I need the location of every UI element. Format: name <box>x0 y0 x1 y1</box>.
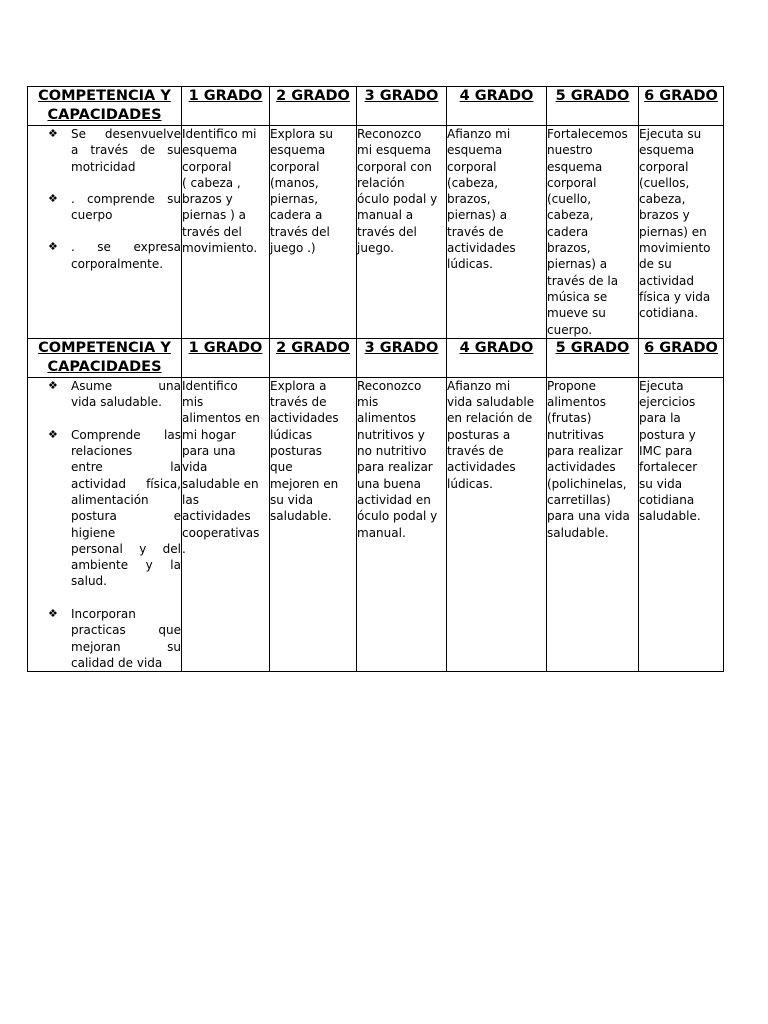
grade-header-label: 4 GRADO <box>459 88 534 104</box>
grade-text-line: piernas) a <box>547 257 608 272</box>
capacidad-line: postura e <box>71 509 181 524</box>
grade-header-label: 1 GRADO <box>188 339 263 356</box>
grade-text-line: Afianzo mi <box>447 127 511 141</box>
capacidad-line: practicas que <box>71 623 181 638</box>
grade-text-line: física y vida <box>639 289 711 304</box>
grade-header-label: 3 GRADO <box>364 339 439 356</box>
grade-text-line: de su <box>639 257 672 272</box>
grade-text-line: actividades <box>447 460 516 475</box>
grade-text-line: saludable en <box>182 476 259 491</box>
grade-header-label: 5 GRADO <box>555 339 630 356</box>
spacer <box>28 410 181 426</box>
grade-text-line: corporal con <box>357 159 432 174</box>
capacidad-line: . comprende su <box>71 191 181 206</box>
grade-text-line: para realizar <box>357 460 433 475</box>
grade-6-cell <box>639 126 724 339</box>
grade-text-line: lúdicas. <box>447 257 493 272</box>
grade-text-line: alimentos en <box>182 411 260 426</box>
grade-text-line: piernas) a <box>447 208 508 223</box>
grade-text-line: actividades <box>270 411 339 426</box>
competencias-table <box>27 86 724 672</box>
grade-text-line: través de <box>447 444 504 459</box>
grade-text-line: esquema <box>447 143 503 158</box>
capacidad-line: ambiente y la <box>71 558 181 573</box>
grade-text-line: través del <box>357 224 417 239</box>
grade-header-label: 6 GRADO <box>644 339 718 356</box>
grade-text-line: esquema <box>270 143 326 158</box>
grade-text-line: Identifico mi <box>182 127 257 141</box>
grade-text-line: Propone <box>547 378 596 393</box>
capacidad-item <box>28 606 181 671</box>
capacidad-item <box>28 378 181 411</box>
spacer <box>28 223 181 239</box>
grade-header-label: 2 GRADO <box>276 88 350 104</box>
grade-header-6 <box>639 338 724 377</box>
grade-text-line: para una <box>182 444 236 459</box>
grade-text-line: para una vida <box>547 509 630 524</box>
grade-text-line: mi esquema <box>357 143 432 158</box>
capacidades-cell <box>28 126 182 339</box>
grade-text-line: alimentos <box>357 411 416 426</box>
capacidad-item <box>28 427 181 590</box>
grade-text-line: Reconozco <box>357 378 422 393</box>
grade-text-line: no nutritivo <box>357 444 427 459</box>
grade-text-line: piernas ) a <box>182 208 246 223</box>
grade-text-line: IMC para <box>639 444 693 459</box>
grade-3-cell <box>357 377 447 671</box>
grade-text-line: cadera <box>547 224 589 239</box>
grade-text-line: saludable. <box>547 525 609 540</box>
capacidad-line: personal y del <box>71 541 181 556</box>
grade-text-line: saludable. <box>639 509 701 524</box>
capacidad-line: Se desenvuelve <box>71 127 181 141</box>
grade-text-line: actividad <box>639 273 695 288</box>
grade-2-cell <box>270 377 357 671</box>
grade-header-5 <box>547 338 639 377</box>
grade-header-label: 1 GRADO <box>188 88 263 104</box>
grade-text-line: esquema <box>639 143 695 158</box>
grade-1-cell <box>182 377 270 671</box>
grade-text-line: vida <box>182 460 208 475</box>
grade-text-line: nutritivas <box>547 427 604 442</box>
grade-text-line: actividades <box>447 241 516 256</box>
grade-text-line: alimentos <box>547 395 606 410</box>
capacidad-line: Incorporan <box>71 607 136 622</box>
grade-text-line: (cabeza, <box>447 175 499 190</box>
grade-text-line: nutritivos y <box>357 427 425 442</box>
grade-text-line: (manos, <box>270 175 319 190</box>
diamond-bullet-icon: ❖ <box>48 191 58 205</box>
diamond-bullet-icon: ❖ <box>48 127 58 140</box>
grade-text-line: actividad en <box>357 492 431 507</box>
grade-text-line: que <box>270 460 293 475</box>
grade-text-line: (frutas) <box>547 411 592 426</box>
grade-text-line: saludable. <box>270 509 332 524</box>
grade-text-line: mejoren en <box>270 476 339 491</box>
grade-text-line: través del <box>182 224 242 239</box>
capacidad-line: alimentación <box>71 492 149 507</box>
capacidad-line: Asume una <box>71 378 181 393</box>
grade-text-line: (cuello, <box>547 192 592 207</box>
grade-text-line: esquema <box>547 159 603 174</box>
capacidades-cell <box>28 377 182 671</box>
grade-text-line: mueve su <box>547 306 606 321</box>
grade-text-line: través del <box>270 224 330 239</box>
content-row <box>28 126 724 339</box>
grade-text-line: posturas <box>270 444 323 459</box>
competencia-header-line: COMPETENCIA Y <box>38 339 171 356</box>
capacidad-line: cuerpo <box>71 208 113 223</box>
grade-text-line: postura y <box>639 427 696 442</box>
grade-text-line: manual. <box>357 525 406 540</box>
grade-text-line: brazos y <box>182 192 233 207</box>
capacidad-line: Comprende las <box>71 427 181 442</box>
grade-5-cell <box>547 377 639 671</box>
grade-text-line: corporal <box>182 159 232 174</box>
grade-text-line: relación <box>357 175 405 190</box>
grade-header-label: 5 GRADO <box>555 88 630 104</box>
grade-text-line: ( cabeza , <box>182 175 241 190</box>
grade-text-line: Afianzo mi <box>447 378 511 393</box>
capacidad-line: salud. <box>71 574 107 589</box>
grade-header-3 <box>357 87 447 126</box>
grade-text-line: fortalecer <box>639 460 698 475</box>
grade-text-line: corporal <box>547 175 597 190</box>
grade-text-line: nuestro <box>547 143 593 158</box>
competencia-header <box>28 87 182 126</box>
grade-text-line: cuerpo. <box>547 322 593 337</box>
grade-text-line: manual a <box>357 208 414 223</box>
grade-text-line: Explora a <box>270 378 327 393</box>
grade-text-line: para la <box>639 411 681 426</box>
capacidad-line: actividad física, <box>71 476 181 491</box>
grade-text-line: través de <box>447 224 504 239</box>
grade-text-line: Fortalecemos <box>547 127 628 141</box>
capacidad-line: vida saludable. <box>71 395 162 410</box>
grade-text-line: Reconozco <box>357 127 422 141</box>
diamond-bullet-icon: ❖ <box>48 607 58 621</box>
grade-text-line: juego .) <box>270 241 316 256</box>
grade-text-line: óculo podal y <box>357 509 438 524</box>
grade-text-line: carretillas) <box>547 492 611 507</box>
capacidad-line: calidad de vida <box>71 655 163 670</box>
grade-header-5 <box>547 87 639 126</box>
grade-text-line: cadera a <box>270 208 323 223</box>
grade-text-line: óculo podal y <box>357 192 438 207</box>
grade-text-line: Ejecuta su <box>639 127 702 141</box>
capacidad-line: . se expresa <box>71 240 181 255</box>
grade-text-line: lúdicas <box>270 427 313 442</box>
grade-text-line: piernas) en <box>639 224 707 239</box>
spacer <box>28 590 181 606</box>
grade-text-line: mi hogar <box>182 427 236 442</box>
capacidad-line: a través de su <box>71 143 181 158</box>
grade-header-label: 3 GRADO <box>364 88 439 104</box>
grade-text-line: corporal <box>447 159 497 174</box>
grade-header-3 <box>357 338 447 377</box>
grade-6-cell <box>639 377 724 671</box>
grade-header-4 <box>447 338 547 377</box>
grade-text-line: brazos, <box>547 241 591 256</box>
grade-text-line: música se <box>547 289 608 304</box>
capacidad-line: mejoran su <box>71 639 181 654</box>
grade-text-line: actividades <box>182 509 251 524</box>
competencia-header-line: CAPACIDADES <box>47 107 162 123</box>
grade-text-line: Explora su <box>270 127 333 141</box>
grade-header-label: 4 GRADO <box>459 339 534 356</box>
grade-text-line: ejercicios <box>639 395 696 410</box>
grade-header-label: 6 GRADO <box>644 88 718 104</box>
grade-text-line: movimiento <box>639 241 711 256</box>
grade-text-line: juego. <box>357 241 394 256</box>
grade-text-line: posturas a <box>447 427 511 442</box>
grade-text-line: brazos y <box>639 208 690 223</box>
grade-header-6 <box>639 87 724 126</box>
capacidad-line: relaciones <box>71 444 133 459</box>
grade-text-line: piernas, <box>270 192 319 207</box>
grade-text-line: corporal <box>639 159 689 174</box>
grade-header-2 <box>270 87 357 126</box>
grade-text-line: cotidiana. <box>639 306 699 321</box>
capacidad-item <box>28 191 181 224</box>
diamond-bullet-icon: ❖ <box>48 427 58 441</box>
grade-text-line: actividades <box>547 460 616 475</box>
grade-text-line: mis <box>357 395 379 410</box>
grade-text-line: corporal <box>270 159 320 174</box>
grade-text-line: Identifico <box>182 378 238 393</box>
grade-text-line: en relación de <box>447 411 533 426</box>
grade-header-4 <box>447 87 547 126</box>
grade-text-line: través de <box>270 395 327 410</box>
capacidad-line: entre la <box>71 460 181 475</box>
grade-header-label: 2 GRADO <box>276 339 350 356</box>
capacidad-line: higiene <box>71 525 116 540</box>
capacidad-item <box>28 239 181 272</box>
grade-1-cell <box>182 126 270 339</box>
grade-4-cell <box>447 377 547 671</box>
grade-text-line: su vida <box>270 492 314 507</box>
grade-text-line: cooperativas <box>182 525 260 540</box>
grade-text-line: (cuellos, <box>639 175 690 190</box>
grade-text-line: para realizar <box>547 444 623 459</box>
header-row <box>28 338 724 377</box>
competencia-header-line: COMPETENCIA Y <box>38 88 171 104</box>
grade-3-cell <box>357 126 447 339</box>
grade-text-line: cotidiana <box>639 492 695 507</box>
grade-text-line: . <box>182 541 186 556</box>
grade-text-line: mis <box>182 395 204 410</box>
grade-text-line: movimiento. <box>182 241 258 256</box>
grade-4-cell <box>447 126 547 339</box>
grade-header-2 <box>270 338 357 377</box>
grade-text-line: esquema <box>182 143 238 158</box>
grade-header-1 <box>182 87 270 126</box>
grade-text-line: las <box>182 492 199 507</box>
diamond-bullet-icon: ❖ <box>48 240 58 254</box>
grade-text-line: Ejecuta <box>639 378 684 393</box>
grade-text-line: cabeza, <box>547 208 594 223</box>
grade-text-line: través de la <box>547 273 619 288</box>
grade-2-cell <box>270 126 357 339</box>
competencia-header <box>28 338 182 377</box>
grade-text-line: su vida <box>639 476 683 491</box>
grade-5-cell <box>547 126 639 339</box>
spacer <box>28 175 181 191</box>
competencia-header-line: CAPACIDADES <box>47 358 162 375</box>
grade-text-line: (polichinelas, <box>547 476 627 491</box>
header-row <box>28 87 724 126</box>
grade-text-line: lúdicas. <box>447 476 493 491</box>
grade-text-line: vida saludable <box>447 395 535 410</box>
grade-text-line: brazos, <box>447 192 491 207</box>
grade-text-line: una buena <box>357 476 421 491</box>
diamond-bullet-icon: ❖ <box>48 378 58 392</box>
grade-header-1 <box>182 338 270 377</box>
grade-text-line: cabeza, <box>639 192 686 207</box>
capacidad-line: corporalmente. <box>71 256 164 271</box>
content-row <box>28 377 724 671</box>
capacidad-item <box>28 126 181 175</box>
capacidad-line: motricidad <box>71 159 136 174</box>
